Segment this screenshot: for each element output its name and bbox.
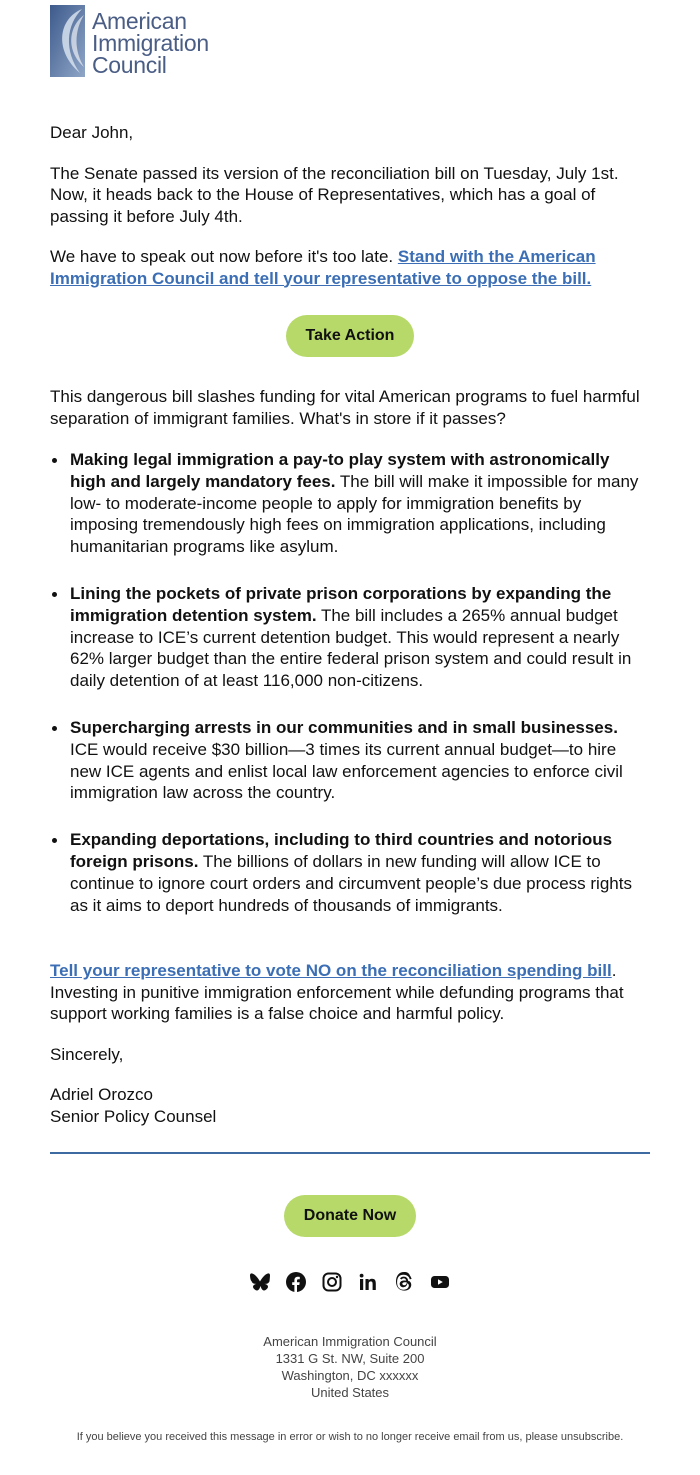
logo-line: Immigration (92, 30, 209, 56)
linkedin-icon[interactable] (358, 1272, 378, 1292)
footer-address (50, 1333, 650, 1401)
logo-line: American (92, 8, 187, 34)
footer-country: United States (310, 1385, 390, 1400)
logo-text (92, 10, 209, 76)
greeting: Dear John, (50, 123, 134, 142)
org-logo[interactable] (50, 5, 209, 77)
signer-name: Adriel Orozco (50, 1085, 153, 1104)
threads-icon[interactable] (394, 1272, 414, 1292)
list-item-text: The billions of dollars in new funding will allow ICE to continue to ignore court orders and circumvent people’s due process rights as it aims to deport hundreds of thousands of immigrants. (70, 851, 632, 915)
list-item-heading: Expanding deportations, including to third countries and notorious foreign prisons. (70, 830, 613, 871)
take-action-button[interactable]: Take Action (286, 315, 414, 357)
call-paragraph (50, 246, 650, 289)
list-item-heading: Lining the pockets of private prison corporations by expanding the immigration detention system. (70, 583, 612, 625)
list-item-text: ICE would receive $30 billion—3 times its current annual budget—to hire new ICE agents and enlist local law enforcement agencies to enforce civil immigration law across the country. (70, 739, 623, 803)
call-text: We have to speak out now before it's too late. (50, 247, 398, 266)
donate-button[interactable]: Donate Now (284, 1195, 416, 1237)
closing-paragraph (50, 960, 650, 1025)
closing-paragraph-text: . Investing in punitive immigration enforcement while defunding programs that support working families is a false choice and harmful policy. (50, 961, 624, 1023)
bill-impacts-list (50, 449, 650, 916)
vote-no-link[interactable]: Tell your representative to vote NO on the reconciliation spending bill (50, 961, 612, 980)
footer-street: 1331 G St. NW, Suite 200 (275, 1351, 425, 1366)
logo-mark (50, 5, 85, 77)
instagram-icon[interactable] (322, 1272, 342, 1292)
list-item-text: The bill includes a 265% annual budget increase to ICE’s current detention budget. This would represent a nearly 62% larger budget than the entire federal prison system and could result in daily detention of at least 116,000 non-citizens. (70, 605, 632, 691)
footer-city: Washington, DC xxxxxx (281, 1368, 419, 1383)
list-item (70, 717, 650, 804)
list-item-heading: Supercharging arrests in our communities and in small businesses. (70, 717, 618, 737)
divider (50, 1152, 650, 1154)
list-item-text: The bill will make it impossible for many low- to moderate-income people to apply for immigration benefits by imposing tremendously high fees on immigration applications, including humanitarian programs like asylum. (70, 471, 639, 557)
list-item (70, 829, 650, 916)
footer-org: American Immigration Council (263, 1334, 437, 1349)
facebook-icon[interactable] (286, 1272, 306, 1292)
bluesky-icon[interactable] (250, 1272, 270, 1292)
list-item (70, 583, 650, 692)
stand-with-link[interactable]: Stand with the American Immigration Council and tell your representative to oppose the bill. (50, 247, 596, 288)
unsubscribe-notice: If you believe you received this message in error or wish to no longer receive email from us, please unsubscribe. (76, 1431, 624, 1443)
bill-intro-paragraph: This dangerous bill slashes funding for vital American programs to fuel harmful separation of immigrant families. What's in store if it passes? (50, 387, 640, 428)
list-item-heading: Making legal immigration a pay-to play system with astronomically high and largely mandatory fees. (70, 450, 610, 491)
youtube-icon[interactable] (430, 1272, 450, 1292)
social-links (50, 1272, 650, 1292)
closing-salutation: Sincerely, (50, 1044, 124, 1064)
intro-paragraph: The Senate passed its version of the reconciliation bill on Tuesday, July 1st. Now, it heads back to the House of Representatives, which has a goal of passing it before July 4th. (50, 163, 619, 226)
signer-title: Senior Policy Counsel (50, 1106, 217, 1126)
list-item (70, 449, 650, 558)
logo-line: Council (92, 52, 167, 78)
